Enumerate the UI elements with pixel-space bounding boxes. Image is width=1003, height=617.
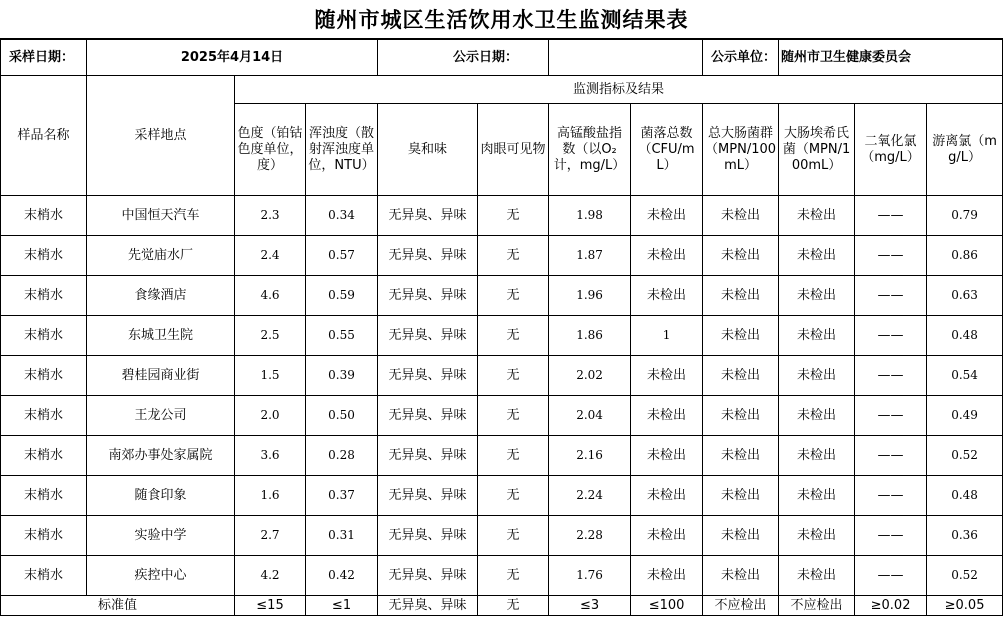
value-cell: 无异臭、异味 — [378, 476, 478, 516]
value-cell: 未检出 — [631, 556, 703, 596]
sample-date-label: 采样日期： — [1, 40, 87, 76]
value-cell: 2.3 — [235, 196, 306, 236]
value-cell: 未检出 — [703, 196, 779, 236]
value-cell: 未检出 — [779, 476, 855, 516]
standard-label: 标准值 — [1, 596, 235, 616]
table-row — [1, 476, 1003, 516]
value-cell: 未检出 — [779, 236, 855, 276]
value-cell: 未检出 — [703, 396, 779, 436]
header-col-8: 二氧化氯（mg/L） — [855, 104, 927, 196]
sample-name-cell: 末梢水 — [1, 276, 87, 316]
value-cell: 无异臭、异味 — [378, 396, 478, 436]
value-cell: 未检出 — [631, 276, 703, 316]
value-cell: 未检出 — [703, 476, 779, 516]
value-cell: 0.50 — [306, 396, 378, 436]
location-cell: 王龙公司 — [87, 396, 235, 436]
value-cell: 未检出 — [703, 436, 779, 476]
standard-value-cell: ≤100 — [631, 596, 703, 616]
value-cell: 无 — [478, 436, 549, 476]
value-cell: —— — [855, 516, 927, 556]
value-cell: 无异臭、异味 — [378, 436, 478, 476]
header-col-0: 色度（铂钴色度单位，度） — [235, 104, 306, 196]
value-cell: 未检出 — [703, 316, 779, 356]
header-col-7: 大肠埃希氏菌（MPN/100mL） — [779, 104, 855, 196]
header-group-row — [1, 76, 1003, 104]
value-cell: 2.28 — [549, 516, 631, 556]
sample-name-cell: 末梢水 — [1, 316, 87, 356]
value-cell: 无 — [478, 516, 549, 556]
value-cell: —— — [855, 436, 927, 476]
value-cell: 无 — [478, 276, 549, 316]
results-table — [0, 39, 1003, 616]
sample-name-cell: 末梢水 — [1, 236, 87, 276]
value-cell: 未检出 — [631, 436, 703, 476]
header-col-9: 游离氯（mg/L） — [927, 104, 1003, 196]
header-location: 采样地点 — [87, 76, 235, 196]
standard-value-cell: ≤1 — [306, 596, 378, 616]
value-cell: 未检出 — [779, 556, 855, 596]
value-cell: 0.37 — [306, 476, 378, 516]
value-cell: 1.5 — [235, 356, 306, 396]
value-cell: 1.76 — [549, 556, 631, 596]
value-cell: 未检出 — [703, 516, 779, 556]
value-cell: 2.4 — [235, 236, 306, 276]
value-cell: 2.0 — [235, 396, 306, 436]
standard-value-cell: ≥0.02 — [855, 596, 927, 616]
value-cell: 4.6 — [235, 276, 306, 316]
value-cell: —— — [855, 556, 927, 596]
value-cell: 0.54 — [927, 356, 1003, 396]
value-cell: 无异臭、异味 — [378, 236, 478, 276]
value-cell: 0.52 — [927, 436, 1003, 476]
table-row — [1, 356, 1003, 396]
value-cell: 0.49 — [927, 396, 1003, 436]
value-cell: 0.48 — [927, 476, 1003, 516]
header-col-5: 菌落总数（CFU/mL） — [631, 104, 703, 196]
header-col-2: 臭和味 — [378, 104, 478, 196]
value-cell: —— — [855, 236, 927, 276]
value-cell: 0.39 — [306, 356, 378, 396]
table-row — [1, 396, 1003, 436]
value-cell: 无异臭、异味 — [378, 276, 478, 316]
value-cell: 未检出 — [779, 316, 855, 356]
location-cell: 实验中学 — [87, 516, 235, 556]
sample-name-cell: 末梢水 — [1, 436, 87, 476]
value-cell: 0.36 — [927, 516, 1003, 556]
value-cell: 0.59 — [306, 276, 378, 316]
value-cell: 未检出 — [779, 396, 855, 436]
location-cell: 东城卫生院 — [87, 316, 235, 356]
info-row — [1, 40, 1003, 76]
value-cell: 无 — [478, 316, 549, 356]
value-cell: 4.2 — [235, 556, 306, 596]
header-col-3: 肉眼可见物 — [478, 104, 549, 196]
value-cell: 无 — [478, 476, 549, 516]
page-title: 随州市城区生活饮用水卫生监测结果表 — [314, 8, 689, 32]
location-cell: 南郊办事处家属院 — [87, 436, 235, 476]
value-cell: —— — [855, 356, 927, 396]
value-cell: 1.98 — [549, 196, 631, 236]
value-cell: —— — [855, 316, 927, 356]
publish-unit-value: 随州市卫生健康委员会 — [779, 40, 1003, 76]
value-cell: 无异臭、异味 — [378, 356, 478, 396]
value-cell: 未检出 — [631, 356, 703, 396]
location-cell: 疾控中心 — [87, 556, 235, 596]
value-cell: 0.34 — [306, 196, 378, 236]
value-cell: 未检出 — [631, 196, 703, 236]
value-cell: —— — [855, 196, 927, 236]
sample-date-value: 2025年4月14日 — [87, 40, 378, 76]
value-cell: 未检出 — [631, 516, 703, 556]
value-cell: 0.55 — [306, 316, 378, 356]
sample-name-cell: 末梢水 — [1, 516, 87, 556]
value-cell: 1.96 — [549, 276, 631, 316]
table-row — [1, 236, 1003, 276]
value-cell: 2.5 — [235, 316, 306, 356]
standard-value-cell: 无 — [478, 596, 549, 616]
standard-row — [1, 596, 1003, 616]
value-cell: —— — [855, 476, 927, 516]
value-cell: 无 — [478, 556, 549, 596]
standard-value-cell: 不应检出 — [703, 596, 779, 616]
value-cell: 1.87 — [549, 236, 631, 276]
value-cell: —— — [855, 276, 927, 316]
value-cell: 未检出 — [703, 356, 779, 396]
value-cell: 0.52 — [927, 556, 1003, 596]
publish-unit-label: 公示单位： — [703, 40, 779, 76]
value-cell: 未检出 — [779, 356, 855, 396]
value-cell: 无异臭、异味 — [378, 316, 478, 356]
value-cell: 3.6 — [235, 436, 306, 476]
value-cell: 未检出 — [703, 276, 779, 316]
publish-date-label: 公示日期： — [378, 40, 549, 76]
value-cell: 未检出 — [703, 556, 779, 596]
value-cell: 无异臭、异味 — [378, 516, 478, 556]
value-cell: 无 — [478, 196, 549, 236]
location-cell: 先觉庙水厂 — [87, 236, 235, 276]
value-cell: 2.7 — [235, 516, 306, 556]
location-cell: 中国恒天汽车 — [87, 196, 235, 236]
standard-value-cell: ≥0.05 — [927, 596, 1003, 616]
header-col-6: 总大肠菌群（MPN/100mL） — [703, 104, 779, 196]
value-cell: 无异臭、异味 — [378, 556, 478, 596]
value-cell: 0.48 — [927, 316, 1003, 356]
table-row — [1, 436, 1003, 476]
standard-value-cell: 无异臭、异味 — [378, 596, 478, 616]
value-cell: 2.24 — [549, 476, 631, 516]
value-cell: 无异臭、异味 — [378, 196, 478, 236]
value-cell: 0.31 — [306, 516, 378, 556]
location-cell: 碧桂园商业街 — [87, 356, 235, 396]
sample-name-cell: 末梢水 — [1, 476, 87, 516]
value-cell: 0.86 — [927, 236, 1003, 276]
value-cell: 0.42 — [306, 556, 378, 596]
value-cell: 2.02 — [549, 356, 631, 396]
location-cell: 随食印象 — [87, 476, 235, 516]
header-col-4: 高锰酸盐指数（以O₂计，mg/L） — [549, 104, 631, 196]
sample-name-cell: 末梢水 — [1, 396, 87, 436]
table-row — [1, 556, 1003, 596]
sample-name-cell: 末梢水 — [1, 196, 87, 236]
value-cell: 无 — [478, 356, 549, 396]
value-cell: 未检出 — [703, 236, 779, 276]
value-cell: 0.57 — [306, 236, 378, 276]
standard-value-cell: ≤15 — [235, 596, 306, 616]
header-col-1: 浑浊度（散射浑浊度单位，NTU） — [306, 104, 378, 196]
location-cell: 食缘酒店 — [87, 276, 235, 316]
value-cell: —— — [855, 396, 927, 436]
sample-name-cell: 末梢水 — [1, 356, 87, 396]
value-cell: 0.28 — [306, 436, 378, 476]
value-cell: 0.63 — [927, 276, 1003, 316]
value-cell: 无 — [478, 396, 549, 436]
standard-value-cell: 不应检出 — [779, 596, 855, 616]
value-cell: 未检出 — [779, 436, 855, 476]
sample-name-cell: 末梢水 — [1, 556, 87, 596]
value-cell: 未检出 — [779, 196, 855, 236]
value-cell: 1.6 — [235, 476, 306, 516]
header-group: 监测指标及结果 — [235, 76, 1003, 104]
value-cell: 0.79 — [927, 196, 1003, 236]
table-row — [1, 196, 1003, 236]
value-cell: 2.04 — [549, 396, 631, 436]
table-row — [1, 316, 1003, 356]
header-sample-name: 样品名称 — [1, 76, 87, 196]
value-cell: 无 — [478, 236, 549, 276]
value-cell: 未检出 — [631, 476, 703, 516]
value-cell: 1.86 — [549, 316, 631, 356]
table-row — [1, 276, 1003, 316]
table-row — [1, 516, 1003, 556]
standard-value-cell: ≤3 — [549, 596, 631, 616]
value-cell: 未检出 — [779, 276, 855, 316]
publish-date-value — [549, 40, 703, 76]
value-cell: 未检出 — [631, 236, 703, 276]
value-cell: 2.16 — [549, 436, 631, 476]
value-cell: 1 — [631, 316, 703, 356]
value-cell: 未检出 — [631, 396, 703, 436]
value-cell: 未检出 — [779, 516, 855, 556]
